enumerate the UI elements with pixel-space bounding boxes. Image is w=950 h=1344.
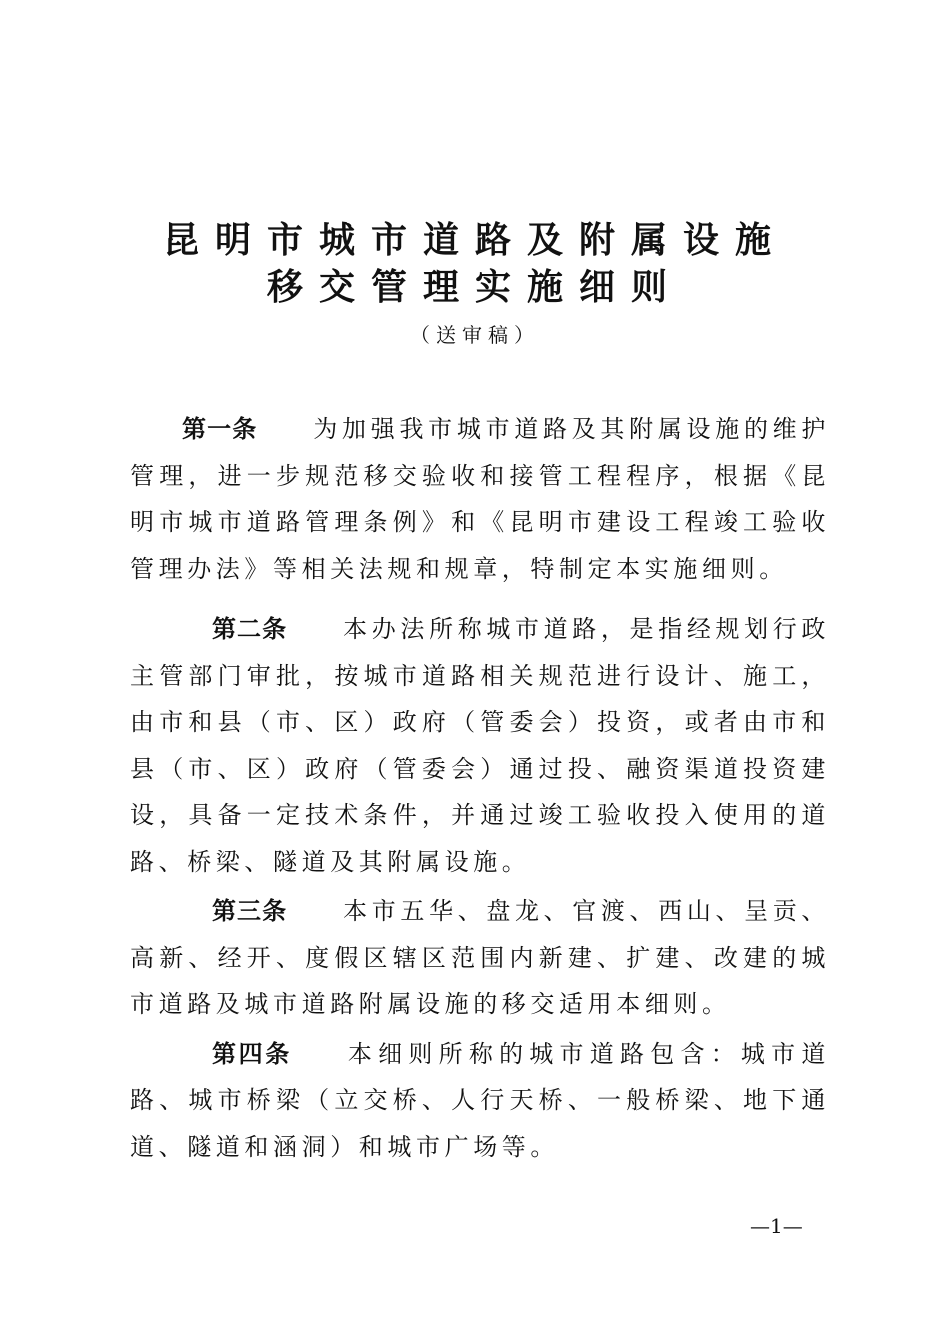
article-2-text: 本办法所称城市道路，是指经规划行政主管部门审批，按城市道路相关规范进行设计、施工，由市和县（市、区）政府（管委会）投资，或者由市和县（市、区）政府（管委会）通过投、融资渠道投资建设，具备一定技术条件，并通过竣工验收投入使用的道路、桥梁、隧道及其附属设施。 [130,615,831,876]
article-4-label: 第四条 [212,1039,292,1068]
page-number: —1— [750,1214,803,1238]
document-body [130,406,830,1170]
document-subtitle: （送审稿） [410,323,540,347]
article-1-text: 为加强我市城市道路及其附属设施的维护管理，进一步规范移交验收和接管工程程序，根据《昆明市城市道路管理条例》和《昆明市建设工程竣工验收管理办法》等相关法规和规章，特制定本实施细则。 [130,415,830,583]
article-1 [130,406,830,592]
article-2 [130,606,830,885]
document-title-line-2: 移交管理实施细则 [266,267,683,308]
article-3-label: 第三条 [212,897,288,925]
article-1-label: 第一条 [182,415,258,443]
article-2-label: 第二条 [212,615,288,643]
article-4 [130,1031,830,1171]
document-title-line-1: 昆明市城市道路及附属设施 [162,220,787,261]
article-3-text: 本市五华、盘龙、官渡、西山、呈贡、高新、经开、度假区辖区范围内新建、扩建、改建的城市道路及城市道路附属设施的移交适用本细则。 [130,897,831,1018]
article-4-text: 本细则所称的城市道路包含：城市道路、城市桥梁（立交桥、人行天桥、一般桥梁、地下通道、隧道和涵洞）和城市广场等。 [130,1039,830,1161]
article-3 [130,888,830,1028]
